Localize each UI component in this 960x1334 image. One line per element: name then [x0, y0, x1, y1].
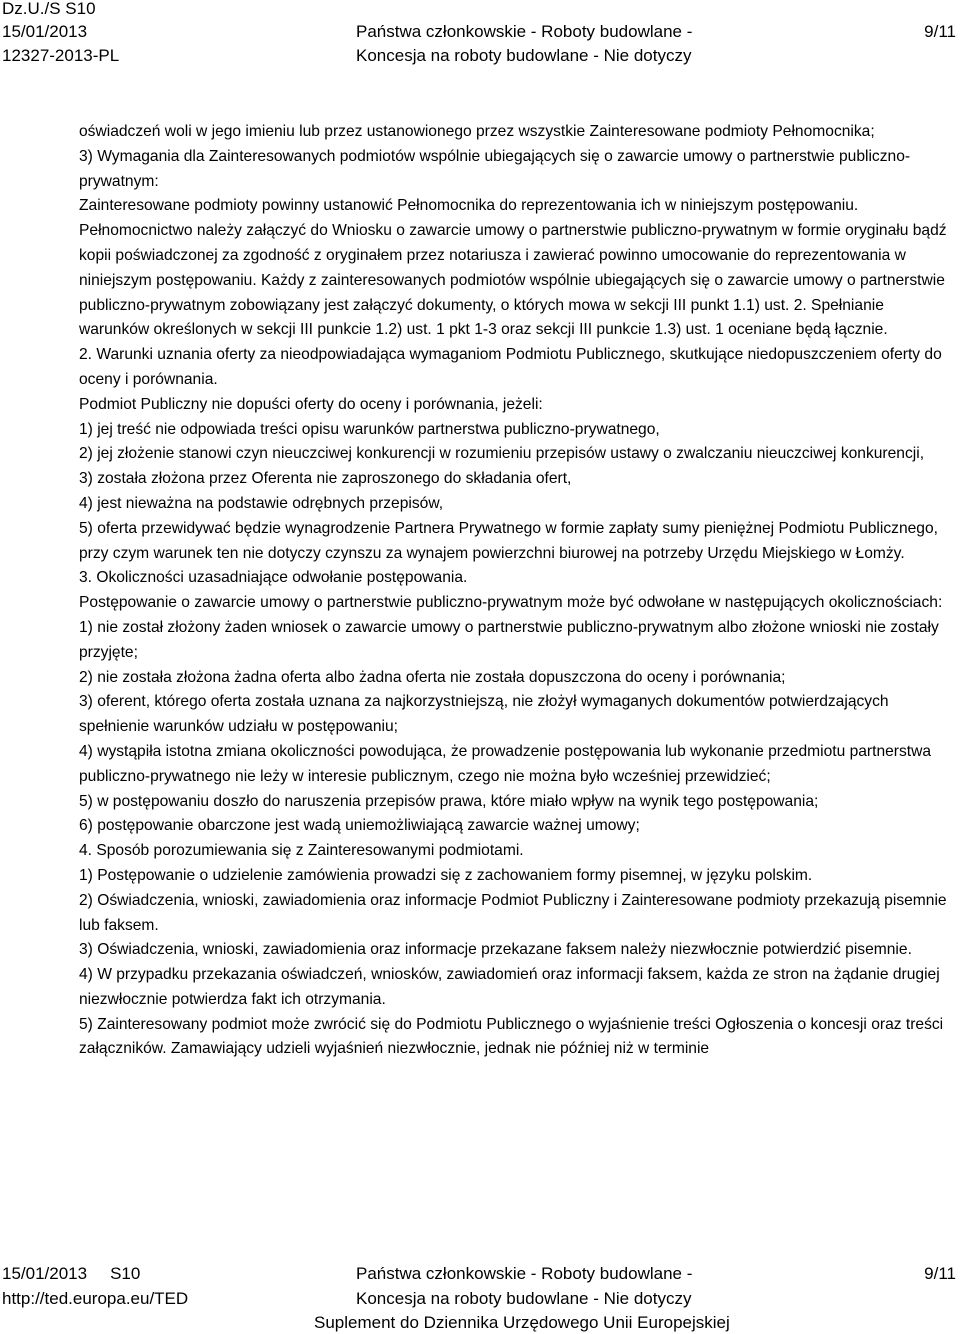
paragraph: 4. Sposób porozumiewania się z Zainteresowanymi podmiotami. [79, 842, 524, 860]
paragraph: 2. Warunki uznania oferty za nieodpowiadająca wymaganiom Podmiotu Publicznego, skutkujące niedopuszczeniem oferty do oceny i porównania. [79, 346, 942, 388]
paragraph: 3) oferent, którego oferta została uznana za najkorzystniejszą, nie złożył wymaganych dokumentów potwierdzających spełnienie warunków udziału w postępowaniu; [79, 693, 889, 736]
footer-url-link[interactable]: http://ted.europa.eu/TED [2, 1289, 189, 1308]
page-footer [0, 1262, 960, 1334]
paragraph: 1) nie został złożony żaden wniosek o zawarcie umowy o partnerstwie publiczno-prywatnym albo złożone wnioski nie zostały przyjęte; [79, 618, 939, 661]
paragraph: 3. Okoliczności uzasadniające odwołanie postępowania. [79, 569, 468, 587]
paragraph: 4) W przypadku przekazania oświadczeń, wniosków, zawiadomień oraz informacji faksem, każda ze stron na żądanie drugiej niezwłocznie potwierdza fakt ich otrzymania. [79, 966, 940, 1008]
paragraph: 5) w postępowaniu doszło do naruszenia przepisów prawa, które miało wpływ na wynik tego postępowania; [79, 792, 819, 810]
paragraph: 1) jej treść nie odpowiada treści opisu warunków partnerstwa publiczno-prywatnego, [79, 420, 660, 438]
footer-page-number: 9/11 [924, 1264, 956, 1283]
paragraph: 4) wystąpiła istotna zmiana okoliczności powodująca, że prowadzenie postępowania lub wykonanie przedmiotu partnerstwa publiczno-prywatnego nie leży w interesie publicznym, czego nie można było wcześniej przewidzieć; [79, 742, 932, 785]
header-title-line2: Koncesja na roboty budowlane - Nie dotyczy [356, 46, 692, 65]
paragraph: 5) Zainteresowany podmiot może zwrócić się do Podmiotu Publicznego o wyjaśnienie treści Ogłoszenia o koncesji oraz treści załączników. Zamawiający udzieli wyjaśnień niezwłocznie, jednak nie później niż w terminie [79, 1015, 944, 1058]
paragraph: 2) jej złożenie stanowi czyn nieuczciwej konkurencji w rozumieniu przepisów ustawy o zwalczaniu nieuczciwej konkurencji, [79, 445, 925, 463]
paragraph: 3) została złożona przez Oferenta nie zaproszonego do składania ofert, [79, 470, 572, 488]
page-header [0, 0, 960, 72]
paragraph: oświadczeń woli w jego imieniu lub przez ustanowionego przez wszystkie Zainteresowane podmioty Pełnomocnika; [79, 123, 875, 140]
paragraph: Podmiot Publiczny nie dopuści oferty do oceny i porównania, jeżeli: [79, 395, 543, 413]
paragraph: 2) nie została złożona żadna oferta albo żadna oferta nie została dopuszczona do oceny i porównania; [79, 668, 786, 686]
footer-supplement: Suplement do Dziennika Urzędowego Unii Europejskiej [314, 1313, 730, 1332]
header-doc-id: 12327-2013-PL [2, 46, 120, 65]
paragraph: 2) Oświadczenia, wnioski, zawiadomienia oraz informacje Podmiot Publiczny i Zainteresowane podmioty przekazują pisemnie lub faksem. [79, 891, 947, 934]
paragraph: 3) Oświadczenia, wnioski, zawiadomienia oraz informacje przekazane faksem należy niezwłocznie potwierdzić pisemnie. [79, 941, 912, 959]
paragraph: 5) oferta przewidywać będzie wynagrodzenie Partnera Prywatnego w formie zapłaty sumy pieniężnej Podmiotu Publicznego, przy czym warunek ten nie dotyczy czynszu za wynajem powierzchni biurowej na potrzeby Urzędu Miejskiego w Łomży. [79, 519, 938, 562]
paragraph: Postępowanie o zawarcie umowy o partnerstwie publiczno-prywatnym może być odwołane w następujących okolicznościach: [79, 594, 943, 612]
header-date: 15/01/2013 [2, 22, 88, 41]
footer-title-line1: Państwa członkowskie - Roboty budowlane - [356, 1264, 693, 1283]
footer-date: 15/01/2013 [2, 1264, 88, 1283]
paragraph: 6) postępowanie obarczone jest wadą uniemożliwiającą zawarcie ważnej umowy; [79, 817, 640, 835]
paragraph: Zainteresowane podmioty powinny ustanowić Pełnomocnika do reprezentowania ich w niniejszym postępowaniu. Pełnomocnictwo należy załączyć do Wniosku o zawarcie umowy o partnerstwie publiczno-prywatnym w formie oryginału bądź kopii poświadczonej za zgodność z oryginałem przez notariusza i zawierać powinno umocowanie do reprezentowania w niniejszym postępowaniu. Każdy z zainteresowanych podmiotów wspólnie ubiegających się o zawarcie umowy o partnerstwie publiczno-prywatnym zobowiązany jest załączyć dokumenty, o których mowa w sekcji III punkt 1.1) ust. 2. Spełnianie warunków określonych w sekcji III punkcie 1.2) ust. 1 pkt 1-3 oraz sekcji III punkcie 1.3) ust. 1 oceniane będą łącznie. [79, 197, 947, 339]
document-body [79, 120, 957, 1062]
journal-ref: Dz.U./S S10 [2, 0, 96, 18]
footer-code: S10 [110, 1264, 141, 1283]
paragraph: 1) Postępowanie o udzielenie zamówienia prowadzi się z zachowaniem formy pisemnej, w języku polskim. [79, 866, 813, 884]
header-title-line1: Państwa członkowskie - Roboty budowlane - [356, 22, 693, 41]
footer-title-line2: Koncesja na roboty budowlane - Nie dotyczy [356, 1289, 692, 1308]
footer-date-code [2, 1263, 140, 1285]
paragraph: 4) jest nieważna na podstawie odrębnych przepisów, [79, 494, 444, 512]
header-page-number: 9/11 [924, 22, 956, 41]
paragraph: 3) Wymagania dla Zainteresowanych podmiotów wspólnie ubiegających się o zawarcie umowy o partnerstwie publiczno-prywatnym: [79, 147, 911, 190]
